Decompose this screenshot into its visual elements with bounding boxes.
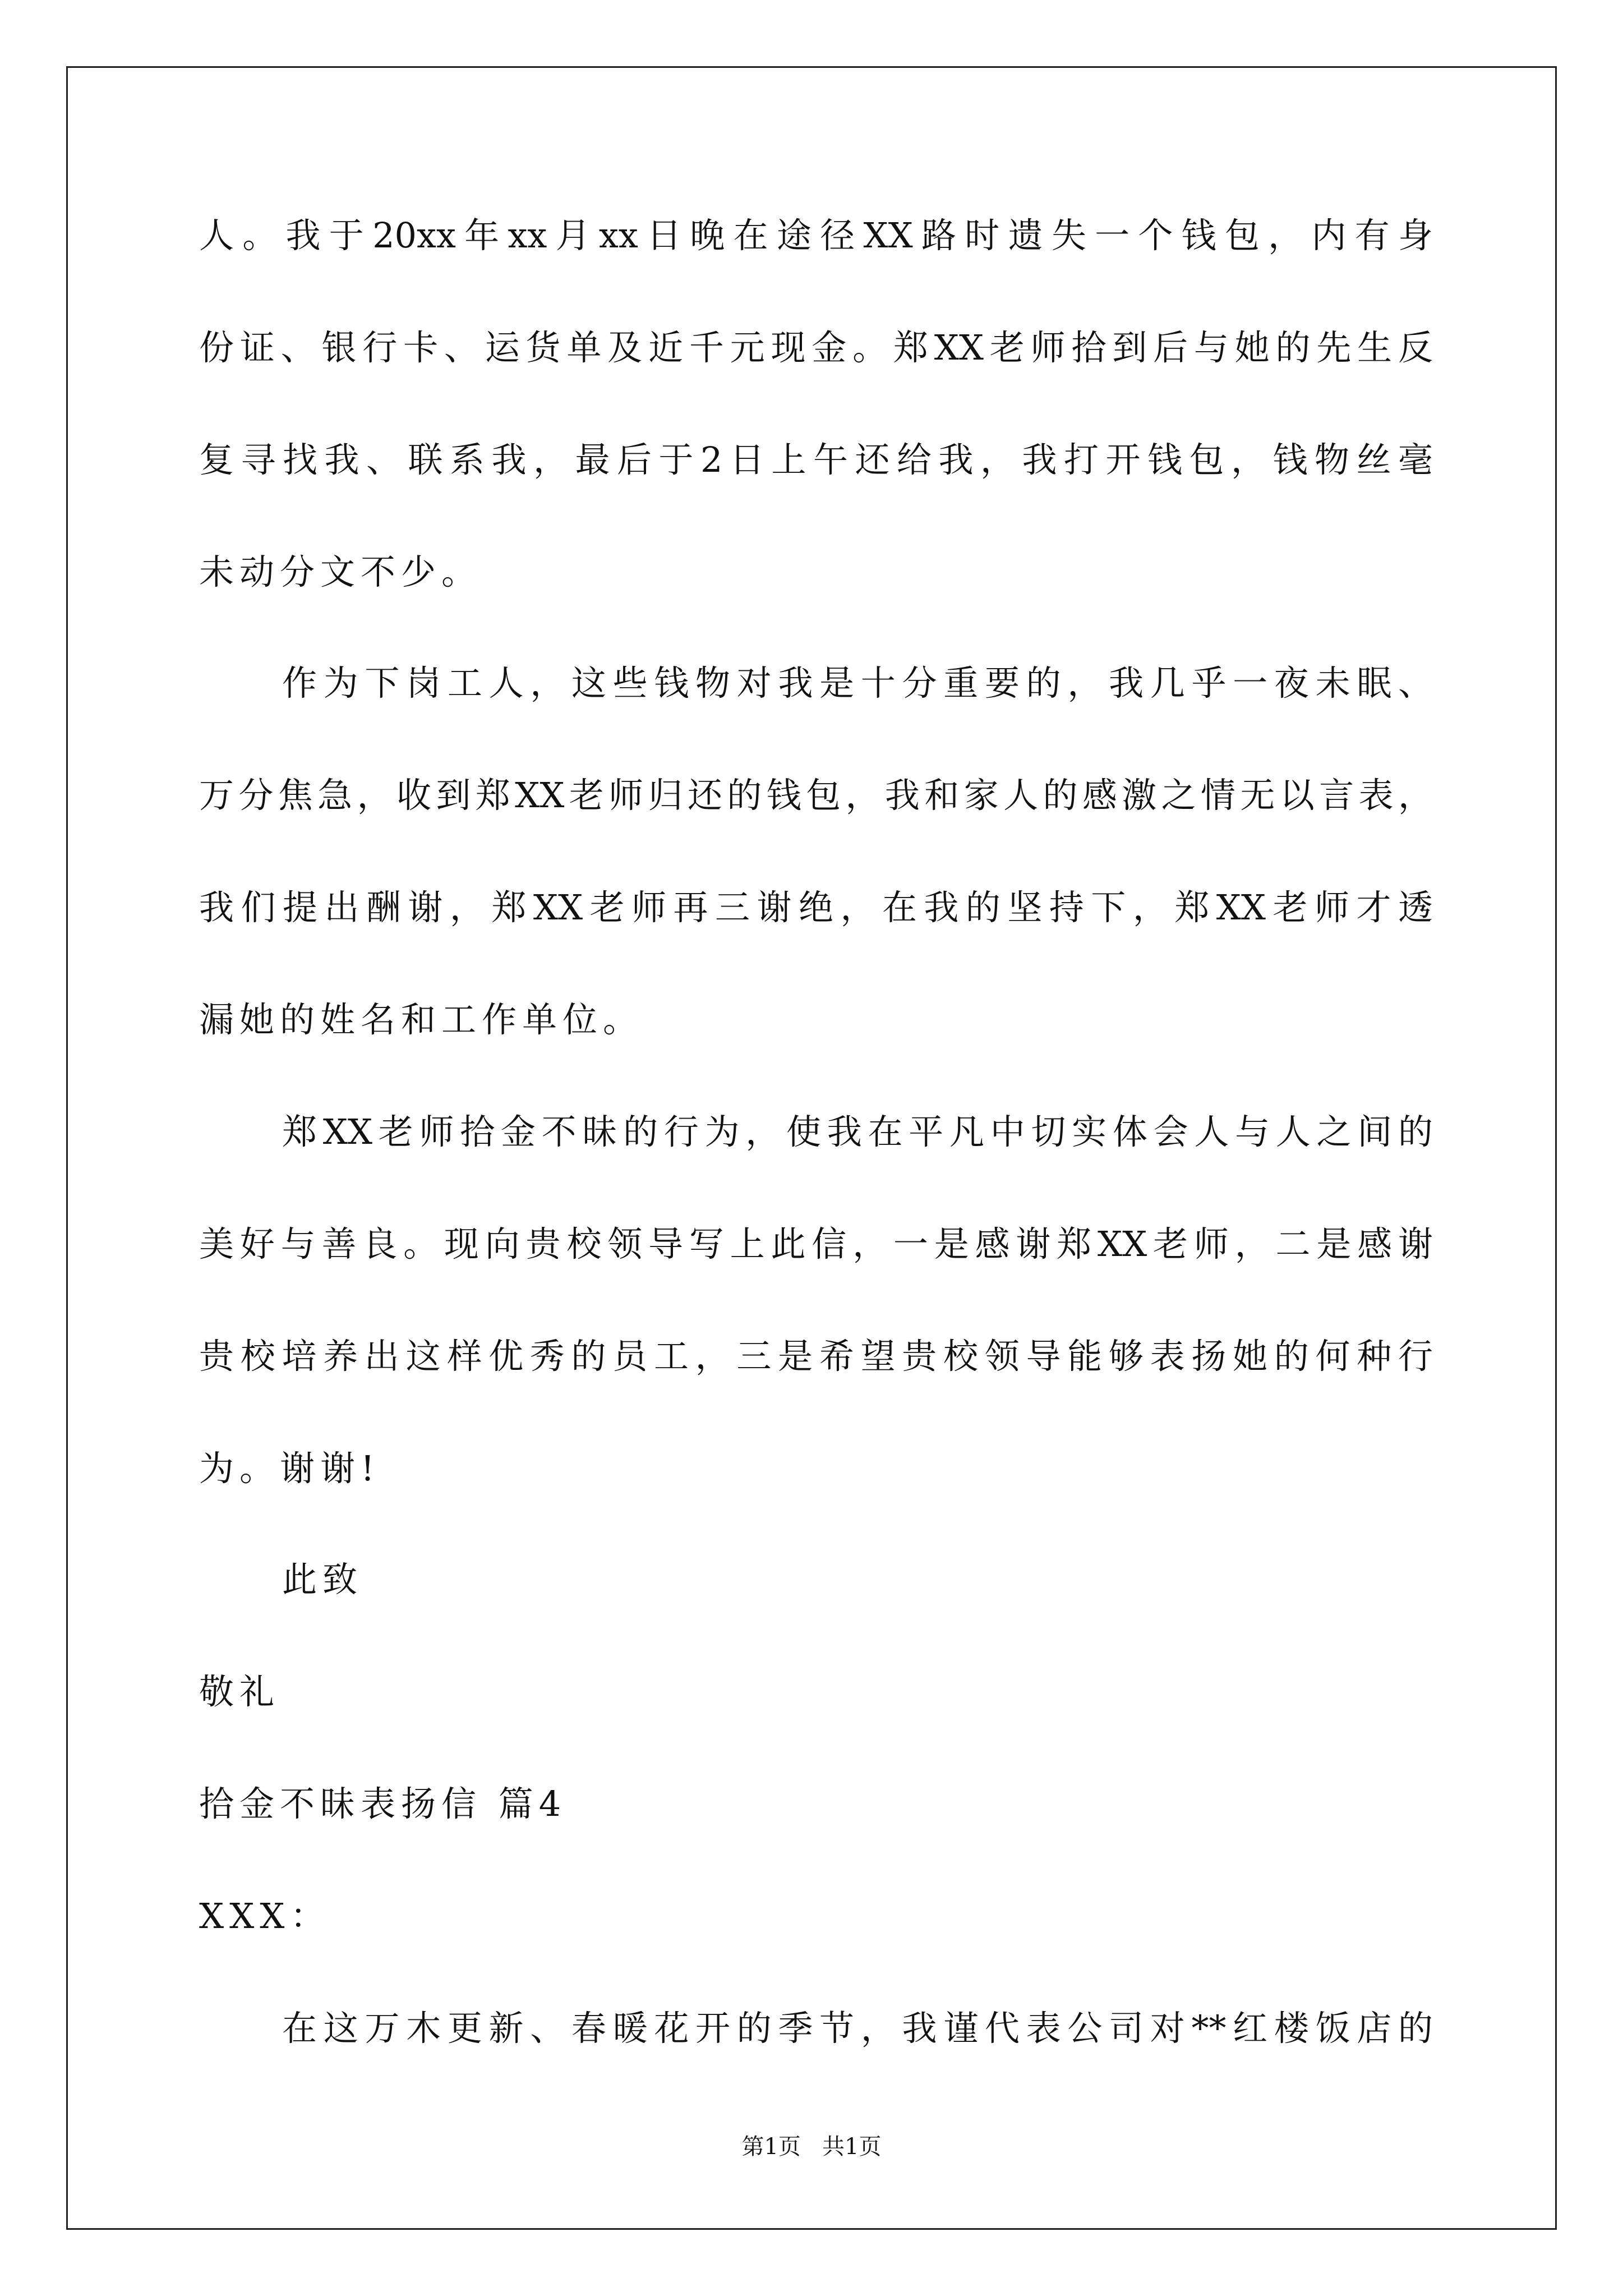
paragraph-line: 复寻找我、联系我，最后于2日上午还给我，我打开钱包，钱物丝毫 [199, 439, 1433, 480]
paragraph-line: 未动分文不少。 [199, 551, 482, 592]
paragraph-line: 万分焦急，收到郑XX老师归还的钱包，我和家人的感激之情无以言表， [199, 775, 1433, 816]
paragraph-line: 美好与善良。现向贵校领导写上此信，一是感谢郑XX老师，二是感谢 [199, 1223, 1433, 1264]
closing-regards: 敬礼 [199, 1671, 280, 1712]
paragraph-line: 在这万木更新、春暖花开的季节，我谨代表公司对**红楼饭店的 [282, 2008, 1433, 2049]
paragraph-line: 作为下岗工人，这些钱物对我是十分重要的，我几乎一夜未眠、 [282, 662, 1433, 703]
paragraph-line: 郑XX老师拾金不昧的行为，使我在平凡中切实体会人与人之间的 [282, 1111, 1433, 1152]
paragraph-line: 份证、银行卡、运货单及近千元现金。郑XX老师拾到后与她的先生反 [199, 327, 1433, 368]
closing-salutation: 此致 [282, 1559, 363, 1600]
section-heading: 拾金不昧表扬信 篇4 [199, 1783, 567, 1824]
page-number-footer: 第1页 共1页 [741, 2134, 882, 2160]
document-body [199, 213, 1433, 2064]
paragraph-line: 人。我于20xx年xx月xx日晚在途径XX路时遗失一个钱包，内有身 [199, 215, 1433, 256]
paragraph-line: 贵校培养出这样优秀的员工，三是希望贵校领导能够表扬她的何种行 [199, 1336, 1433, 1377]
paragraph-line: 我们提出酬谢，郑XX老师再三谢绝，在我的坚持下，郑XX老师才透 [199, 887, 1433, 928]
paragraph-line: 漏她的姓名和工作单位。 [199, 999, 644, 1040]
recipient-line: XXX： [199, 1895, 331, 1936]
paragraph-line: 为。谢谢! [199, 1448, 380, 1489]
